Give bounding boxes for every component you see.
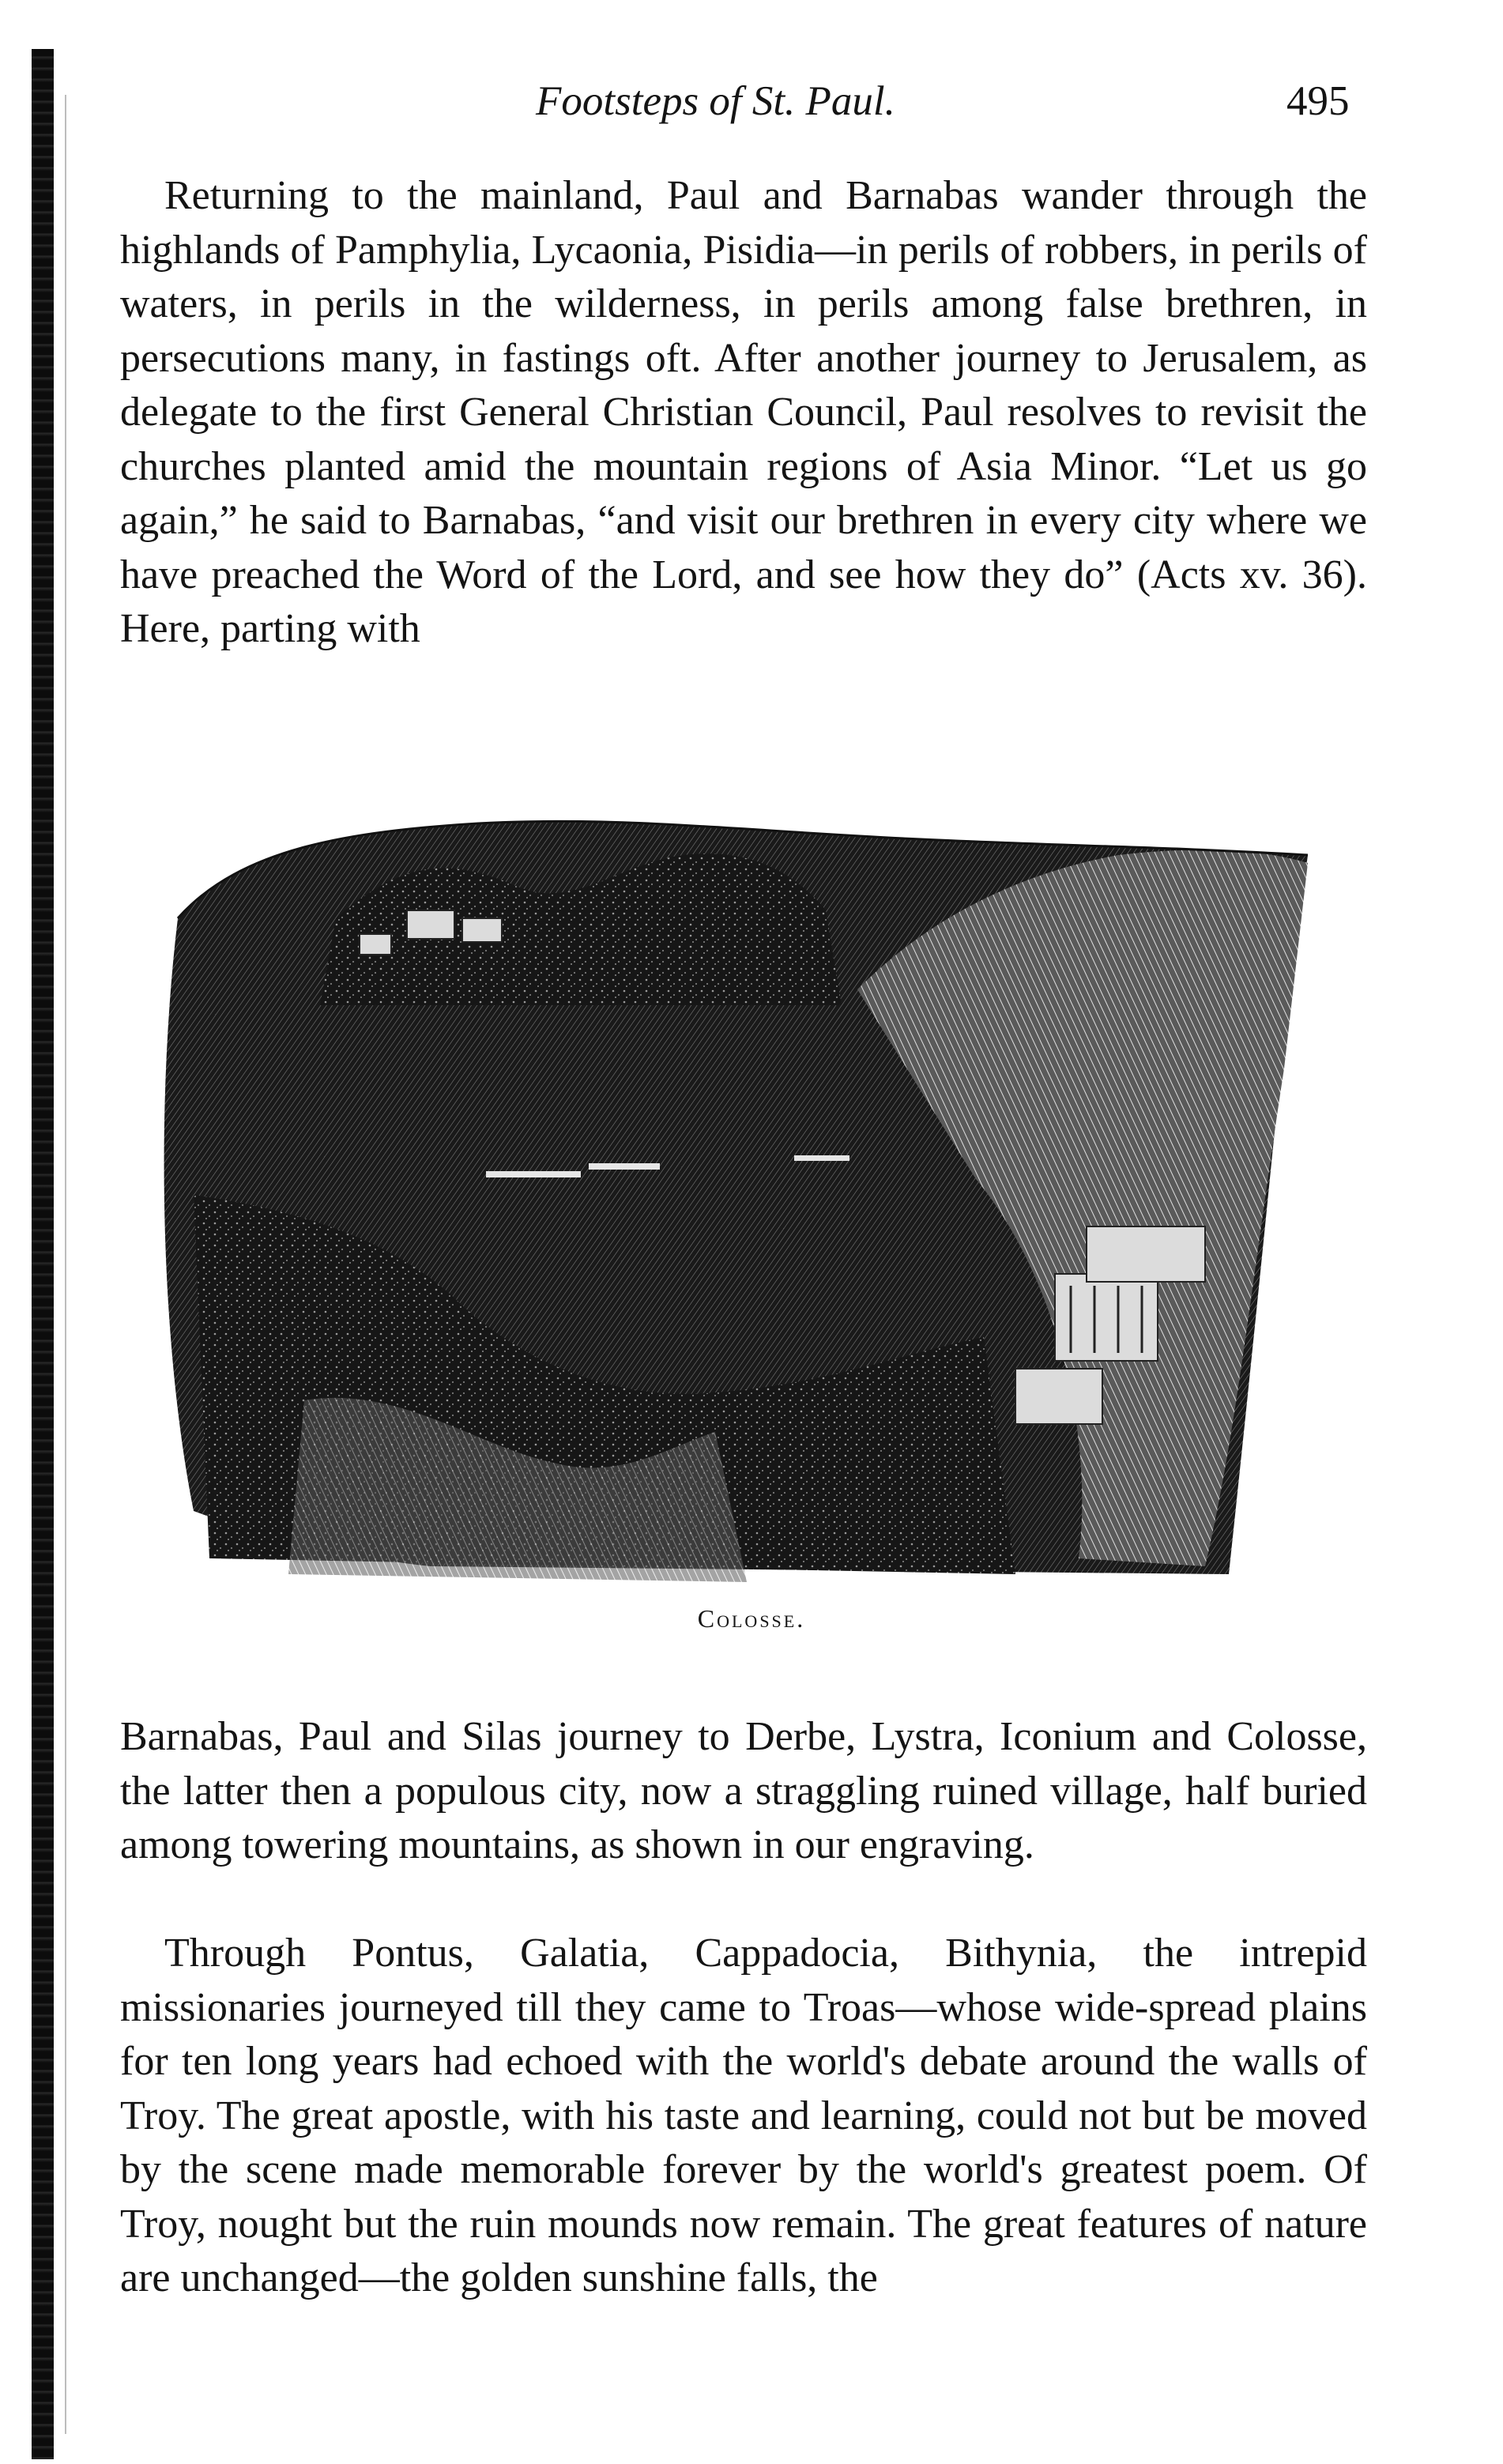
paragraph-2: Barnabas, Paul and Silas journey to Derbe, Lystra, Iconium and Colosse, the latter then a populous city, now a straggling ruined village, half buried among towering mountains, as shown in our engraving. (120, 1714, 1367, 1867)
caption-text: Colosse. (697, 1604, 806, 1633)
page-header (0, 77, 1503, 134)
illustration-caption (0, 1604, 1503, 1633)
colosse-engraving (146, 800, 1332, 1582)
engraving-illustration (146, 800, 1332, 1582)
page-edge-line (65, 95, 66, 2434)
binding-shadow (32, 49, 54, 2459)
paragraph-1: Returning to the mainland, Paul and Barnabas wander through the highlands of Pamphylia, Lycaonia, Pisidia—in perils of robbers, in perils of waters, in perils in the wilderness, in perils among false brethren, in persecutions many, in fastings oft. After another journey to Jerusalem, as delegate to the first General Christian Council, Paul resolves to revisit the churches planted amid the mountain regions of Asia Minor. “Let us go again,” he said to Barnabas, “and visit our brethren in every city where we have preached the Word of the Lord, and see how they do” (Acts xv. 36). Here, parting with (120, 173, 1367, 651)
page-number: 495 (1286, 78, 1350, 124)
running-title: Footsteps of St. Paul. (536, 78, 895, 124)
paragraph-3: Through Pontus, Galatia, Cappadocia, Bithynia, the intrepid missionaries journeyed till they came to Troas—whose wide-spread plains for ten long years had echoed with the world's debate around the walls of Troy. The great apostle, with his taste and learning, could not but be moved by the scene made memorable forever by the world's greatest poem. Of Troy, nought but the ruin mounds now remain. The great features of nature are unchanged—the golden sunshine falls, the (120, 1931, 1367, 2300)
